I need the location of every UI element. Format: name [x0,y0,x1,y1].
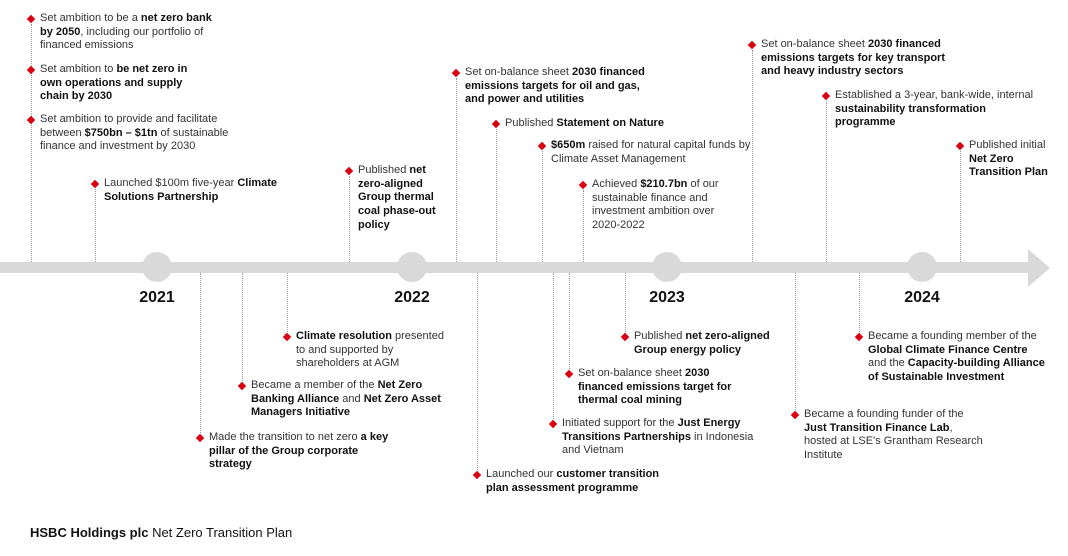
event-text: Achieved [592,178,641,190]
event-text: Published [358,164,410,176]
red-diamond-icon [579,181,587,189]
red-diamond-icon [452,69,460,77]
dotted-connector [496,129,497,262]
timeline-event [761,38,951,79]
event-text: Set ambition to be a [40,12,141,24]
event-text: , including our portfolio of financed emissions [40,25,204,52]
event-text: and [339,392,364,405]
event-text: Became a founding member of the [868,330,1037,342]
red-diamond-icon [27,66,35,74]
red-diamond-icon [538,142,546,150]
dotted-connector [31,125,32,262]
timeline-event [969,139,1064,180]
red-diamond-icon [27,116,35,124]
timeline-event [358,164,453,233]
event-highlight: Net Zero Banking Alliance [251,379,423,405]
red-diamond-icon [492,120,500,128]
red-diamond-icon [565,370,573,378]
event-text: Set on-balance sheet [465,66,573,78]
timeline-event [296,330,446,371]
event-text: Launched $100m five-year [104,177,238,189]
timeline-event [40,63,200,104]
dotted-connector [542,151,543,262]
red-diamond-icon [956,142,964,150]
timeline-event [505,117,695,131]
dotted-connector [795,273,796,410]
event-highlight: Net Zero Asset Managers Initiative [251,392,441,419]
event-highlight: net zero-aligned Group thermal coal phase-out policy [358,164,436,231]
timeline-event [465,66,655,107]
red-diamond-icon [27,15,35,23]
event-text: Became a founding funder of the [804,408,964,420]
timeline-event [40,12,225,53]
year-node-2022 [397,252,427,282]
year-label: 2023 [649,289,685,306]
dotted-connector [456,78,457,262]
dotted-connector [553,273,554,419]
red-diamond-icon [549,420,557,428]
red-diamond-icon [345,167,353,175]
event-text: presented to and supported by shareholders at AGM [296,330,444,370]
dotted-connector [477,273,478,470]
event-highlight: a key pillar of the Group corporate strategy [209,431,389,471]
dotted-connector [242,273,243,381]
timeline-event [592,178,732,233]
event-highlight: customer transition plan assessment programme [486,468,660,494]
event-highlight: 2030 financed emissions targets for oil and gas, and power and utilities [465,66,645,106]
event-highlight: Statement on Nature [556,117,664,129]
dotted-connector [826,101,827,262]
event-highlight: Climate Solutions Partnership [104,177,278,203]
event-highlight: $750bn – $1tn [84,126,158,139]
event-highlight: Net Zero Transition Plan [969,152,1048,179]
timeline-event [104,177,284,204]
timeline-event [634,330,794,357]
timeline-event [40,113,230,154]
event-text: Published [505,117,557,129]
dotted-connector [859,273,860,332]
dotted-connector [287,273,288,332]
event-highlight: sustainability transformation programme [835,102,986,129]
timeline-event [835,89,1045,130]
year-label: 2024 [904,289,940,306]
event-highlight: net zero-aligned Group energy policy [634,330,770,356]
event-text: Set on-balance sheet [578,367,686,379]
event-highlight: Global Climate Finance Centre [868,343,1028,356]
event-text: of sustainable finance and investment by 2030 [40,126,229,153]
red-diamond-icon [855,333,863,341]
event-text: and the [868,357,908,370]
year-node-2023 [652,252,682,282]
event-text: Published initial [969,139,1046,151]
event-highlight: be net zero in own operations and supply chain by 2030 [40,63,188,103]
red-diamond-icon [473,471,481,479]
footer-company: HSBC Holdings plc [30,525,149,540]
dotted-connector [583,190,584,262]
dotted-connector [200,273,201,433]
dotted-connector [752,50,753,262]
year-node-2024 [907,252,937,282]
timeline-event [251,379,441,420]
event-text: in Indonesia and Vietnam [562,430,754,457]
footer-title: Net Zero Transition Plan [148,525,293,540]
event-highlight: Just Energy Transitions Partnerships [562,417,741,443]
dotted-connector [625,273,626,332]
red-diamond-icon [196,434,204,442]
event-highlight: Climate resolution [296,330,392,342]
red-diamond-icon [238,382,246,390]
red-diamond-icon [621,333,629,341]
event-text: Set ambition to provide and facilitate between [40,113,218,139]
red-diamond-icon [283,333,291,341]
event-text: , hosted at LSE's Grantham Research Institute [804,421,983,462]
event-highlight: 2030 financed emissions targets for key transport and heavy industry sectors [761,38,946,78]
dotted-connector [569,273,570,369]
red-diamond-icon [91,180,99,188]
timeline-event [486,468,676,495]
event-text: Published [634,330,686,342]
dotted-connector [960,151,961,262]
timeline-event [578,367,738,408]
event-text: of our sustainable finance and investment ambition over 2020-2022 [592,178,719,232]
timeline-event [551,139,751,166]
timeline-event [562,417,772,458]
timeline-event [209,431,399,472]
event-text: Established a 3-year, bank-wide, internal [835,89,1034,101]
event-highlight: $210.7bn [640,178,688,190]
dotted-connector [95,189,96,262]
year-label: 2022 [394,289,430,306]
event-highlight: $650m [551,139,586,151]
footer [30,525,292,540]
red-diamond-icon [748,41,756,49]
event-highlight: Capacity-building Alliance of Sustainable Investment [868,357,1045,384]
timeline-arrow-icon [1028,249,1050,287]
event-text: Set on-balance sheet [761,38,869,50]
event-text: Made the transition to net zero [209,431,361,443]
red-diamond-icon [791,411,799,419]
event-text: Set ambition to [40,63,117,75]
timeline-event [804,408,984,463]
red-diamond-icon [822,92,830,100]
event-text: Became a member of the [251,379,378,391]
dotted-connector [349,176,350,262]
event-text: Launched our [486,468,557,480]
year-node-2021 [142,252,172,282]
event-highlight: net zero bank by 2050 [40,12,212,38]
timeline-event [868,330,1048,385]
event-highlight: 2030 financed emissions target for thermal coal mining [578,367,732,407]
event-highlight: Just Transition Finance Lab [804,421,950,434]
event-text: raised for natural capital funds by Climate Asset Management [551,139,751,165]
year-label: 2021 [139,289,175,306]
event-text: Initiated support for the [562,417,678,429]
